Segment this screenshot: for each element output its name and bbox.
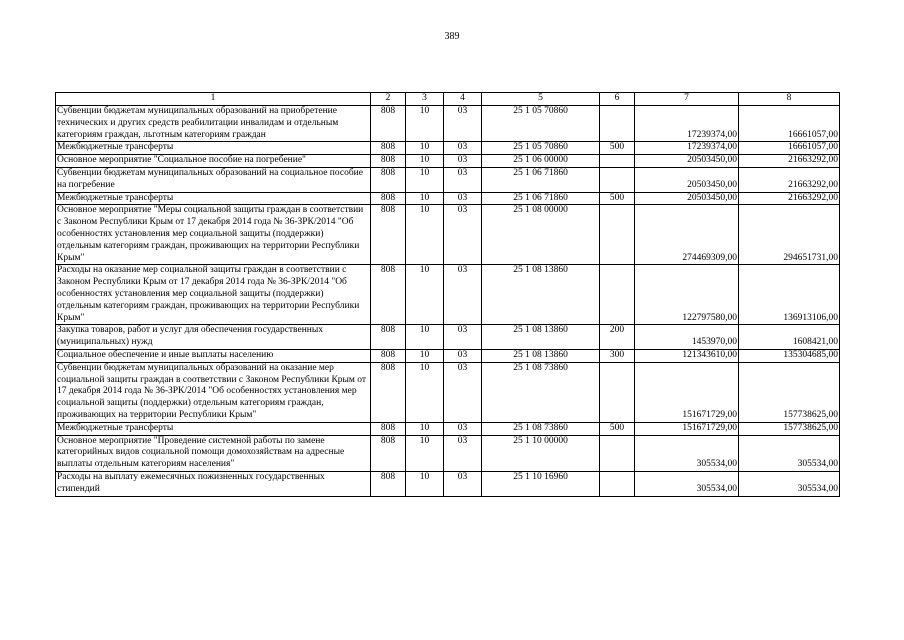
section-code-cell: 10 <box>406 106 444 142</box>
expense-type-cell <box>600 167 635 192</box>
expense-type-cell <box>600 205 635 265</box>
target-article-cell: 25 1 06 00000 <box>482 155 600 168</box>
section-code-cell: 10 <box>406 155 444 168</box>
ministry-code-cell: 808 <box>371 167 406 192</box>
section-code-cell: 10 <box>406 167 444 192</box>
subsection-code-cell: 03 <box>444 362 482 422</box>
ministry-code-cell: 808 <box>371 155 406 168</box>
table-row <box>56 192 840 205</box>
expense-name-cell: Межбюджетные трансферты <box>56 192 371 205</box>
expense-name-cell: Межбюджетные трансферты <box>56 142 371 155</box>
subsection-code-cell: 03 <box>444 435 482 471</box>
amount-col8-cell: 16661057,00 <box>739 106 840 142</box>
column-header: 7 <box>635 93 739 106</box>
section-code-cell: 10 <box>406 192 444 205</box>
expense-name-cell: Субвенции бюджетам муниципальных образований на социальное пособие на погребение <box>56 167 371 192</box>
ministry-code-cell: 808 <box>371 106 406 142</box>
expense-name-cell: Расходы на выплату ежемесячных пожизненных государственных стипендий <box>56 471 371 496</box>
table-row <box>56 349 840 362</box>
expense-type-cell <box>600 362 635 422</box>
subsection-code-cell: 03 <box>444 471 482 496</box>
page-number: 389 <box>444 31 460 42</box>
amount-col7-cell: 1453970,00 <box>635 325 739 350</box>
section-code-cell: 10 <box>406 325 444 350</box>
ministry-code-cell: 808 <box>371 325 406 350</box>
section-code-cell: 10 <box>406 435 444 471</box>
table-row <box>56 155 840 168</box>
table-row <box>56 435 840 471</box>
subsection-code-cell: 03 <box>444 167 482 192</box>
column-header: 3 <box>406 93 444 106</box>
amount-col8-cell: 305534,00 <box>739 471 840 496</box>
target-article-cell: 25 1 08 13860 <box>482 349 600 362</box>
expense-type-cell: 200 <box>600 325 635 350</box>
table-header-row <box>56 93 840 106</box>
amount-col7-cell: 305534,00 <box>635 435 739 471</box>
expense-name-cell: Расходы на оказание мер социальной защиты граждан в соответствии с Законом Республики Крым от 17 декабря 2014 года № 36-ЗРК/2014 "Об особенностях установления мер социальной защиты (поддержки) отдельным категориям граждан, проживающих на территории Республики Крым" <box>56 265 371 325</box>
subsection-code-cell: 03 <box>444 192 482 205</box>
expense-type-cell: 300 <box>600 349 635 362</box>
expense-type-cell: 500 <box>600 192 635 205</box>
ministry-code-cell: 808 <box>371 192 406 205</box>
amount-col7-cell: 151671729,00 <box>635 362 739 422</box>
ministry-code-cell: 808 <box>371 142 406 155</box>
amount-col8-cell: 1608421,00 <box>739 325 840 350</box>
column-header: 6 <box>600 93 635 106</box>
target-article-cell: 25 1 06 71860 <box>482 192 600 205</box>
amount-col7-cell: 121343610,00 <box>635 349 739 362</box>
target-article-cell: 25 1 10 00000 <box>482 435 600 471</box>
column-header: 1 <box>56 93 371 106</box>
table-row <box>56 422 840 435</box>
table-row <box>56 471 840 496</box>
ministry-code-cell: 808 <box>371 265 406 325</box>
column-header: 5 <box>482 93 600 106</box>
amount-col7-cell: 20503450,00 <box>635 192 739 205</box>
expense-type-cell <box>600 265 635 325</box>
section-code-cell: 10 <box>406 349 444 362</box>
amount-col8-cell: 305534,00 <box>739 435 840 471</box>
amount-col8-cell: 16661057,00 <box>739 142 840 155</box>
target-article-cell: 25 1 08 13860 <box>482 325 600 350</box>
subsection-code-cell: 03 <box>444 422 482 435</box>
amount-col8-cell: 157738625,00 <box>739 422 840 435</box>
column-header: 4 <box>444 93 482 106</box>
amount-col7-cell: 151671729,00 <box>635 422 739 435</box>
ministry-code-cell: 808 <box>371 435 406 471</box>
ministry-code-cell: 808 <box>371 422 406 435</box>
expense-type-cell: 500 <box>600 422 635 435</box>
expense-name-cell: Основное мероприятие "Социальное пособие на погребение" <box>56 155 371 168</box>
amount-col7-cell: 20503450,00 <box>635 155 739 168</box>
expense-name-cell: Межбюджетные трансферты <box>56 422 371 435</box>
subsection-code-cell: 03 <box>444 325 482 350</box>
target-article-cell: 25 1 06 71860 <box>482 167 600 192</box>
expense-type-cell <box>600 106 635 142</box>
amount-col7-cell: 17239374,00 <box>635 142 739 155</box>
ministry-code-cell: 808 <box>371 471 406 496</box>
table-row <box>56 362 840 422</box>
table-row <box>56 325 840 350</box>
amount-col8-cell: 157738625,00 <box>739 362 840 422</box>
table-row <box>56 265 840 325</box>
target-article-cell: 25 1 08 00000 <box>482 205 600 265</box>
ministry-code-cell: 808 <box>371 362 406 422</box>
amount-col7-cell: 20503450,00 <box>635 167 739 192</box>
expense-type-cell <box>600 471 635 496</box>
expense-name-cell: Субвенции бюджетам муниципальных образований на приобретение технических и других средств реабилитации инвалидам и отдельным категориям граждан, льготным категориям граждан <box>56 106 371 142</box>
expense-type-cell <box>600 155 635 168</box>
target-article-cell: 25 1 08 13860 <box>482 265 600 325</box>
table-row <box>56 106 840 142</box>
expense-name-cell: Основное мероприятие "Меры социальной защиты граждан в соответствии с Законом Республики Крым от 17 декабря 2014 года № 36-ЗРК/2014 "Об особенностях установления мер социальной защиты (поддержки) отдельным категориям граждан, проживающих на территории Республики Крым" <box>56 205 371 265</box>
subsection-code-cell: 03 <box>444 142 482 155</box>
expense-type-cell: 500 <box>600 142 635 155</box>
section-code-cell: 10 <box>406 205 444 265</box>
amount-col7-cell: 122797580,00 <box>635 265 739 325</box>
expense-name-cell: Субвенции бюджетам муниципальных образований на оказание мер социальной защиты граждан в соответствии с Законом Республики Крым от 17 декабря 2014 года № 36-ЗРК/2014 "Об особенностях установления мер социальной защиты (поддержки) отдельным категориям граждан, проживающих на территории Республики Крым" <box>56 362 371 422</box>
target-article-cell: 25 1 08 73860 <box>482 362 600 422</box>
amount-col8-cell: 21663292,00 <box>739 167 840 192</box>
amount-col7-cell: 274469309,00 <box>635 205 739 265</box>
amount-col8-cell: 136913106,00 <box>739 265 840 325</box>
amount-col7-cell: 305534,00 <box>635 471 739 496</box>
expense-name-cell: Основное мероприятие "Проведение системной работы по замене категорийных видов социальной помощи домохозяйствам на адресные выплаты отдельным категориям населения" <box>56 435 371 471</box>
subsection-code-cell: 03 <box>444 205 482 265</box>
expense-type-cell <box>600 435 635 471</box>
expense-name-cell: Социальное обеспечение и иные выплаты населению <box>56 349 371 362</box>
target-article-cell: 25 1 05 70860 <box>482 142 600 155</box>
subsection-code-cell: 03 <box>444 349 482 362</box>
table-row <box>56 167 840 192</box>
amount-col8-cell: 294651731,00 <box>739 205 840 265</box>
section-code-cell: 10 <box>406 265 444 325</box>
subsection-code-cell: 03 <box>444 265 482 325</box>
amount-col8-cell: 135304685,00 <box>739 349 840 362</box>
amount-col7-cell: 17239374,00 <box>635 106 739 142</box>
subsection-code-cell: 03 <box>444 155 482 168</box>
target-article-cell: 25 1 05 70860 <box>482 106 600 142</box>
table-row <box>56 205 840 265</box>
section-code-cell: 10 <box>406 142 444 155</box>
ministry-code-cell: 808 <box>371 349 406 362</box>
table-row <box>56 142 840 155</box>
expense-name-cell: Закупка товаров, работ и услуг для обеспечения государственных (муниципальных) нужд <box>56 325 371 350</box>
section-code-cell: 10 <box>406 471 444 496</box>
column-header: 8 <box>739 93 840 106</box>
ministry-code-cell: 808 <box>371 205 406 265</box>
amount-col8-cell: 21663292,00 <box>739 155 840 168</box>
section-code-cell: 10 <box>406 362 444 422</box>
subsection-code-cell: 03 <box>444 106 482 142</box>
budget-table <box>55 92 840 497</box>
section-code-cell: 10 <box>406 422 444 435</box>
target-article-cell: 25 1 08 73860 <box>482 422 600 435</box>
target-article-cell: 25 1 10 16960 <box>482 471 600 496</box>
column-header: 2 <box>371 93 406 106</box>
amount-col8-cell: 21663292,00 <box>739 192 840 205</box>
